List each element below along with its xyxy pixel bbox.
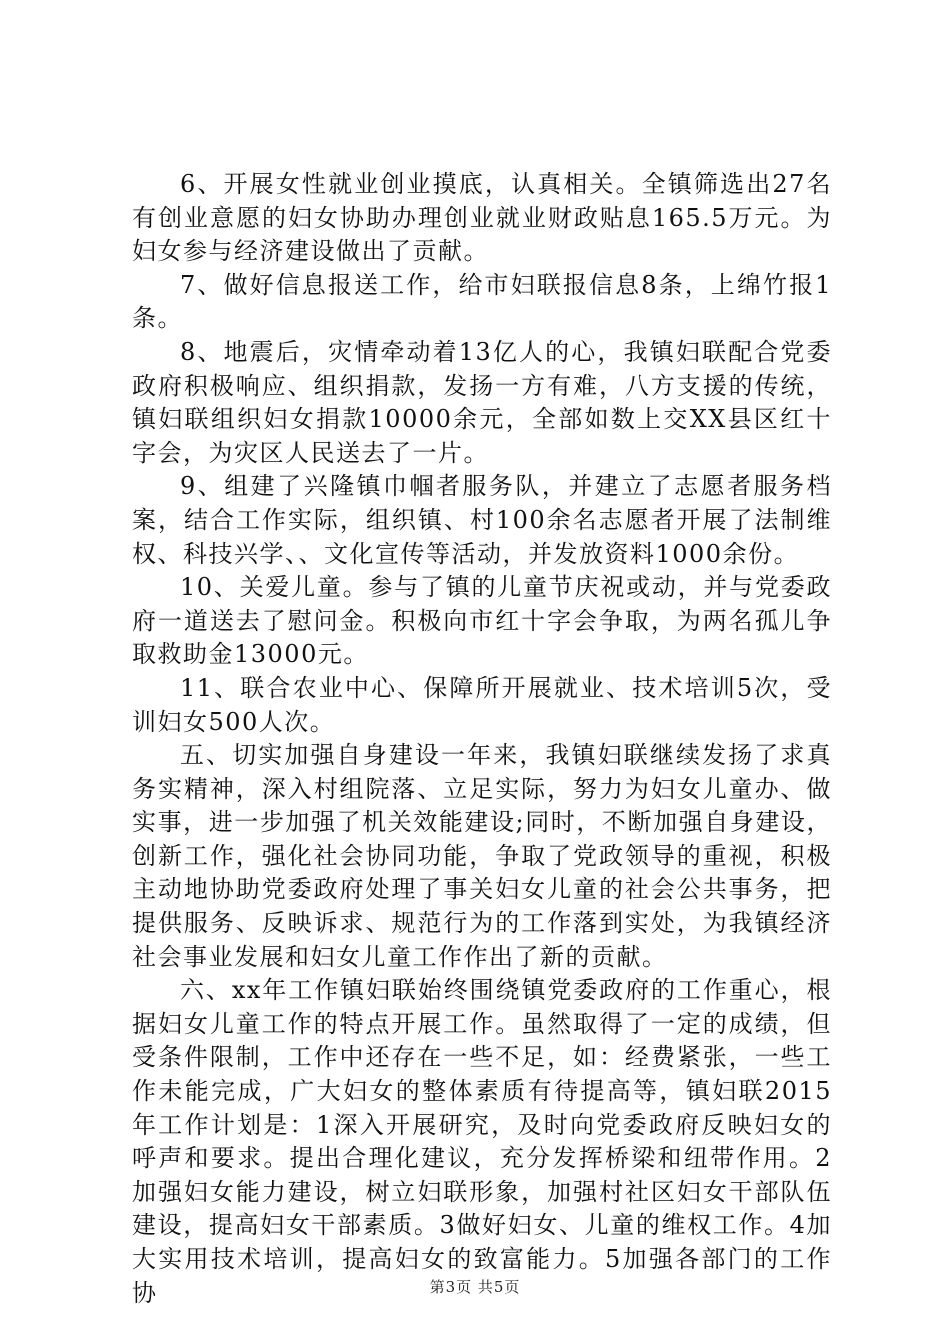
document-body: [132, 168, 832, 1310]
paragraph-item-7: 7、做好信息报送工作，给市妇联报信息8条，上绵竹报1条。: [132, 270, 832, 333]
paragraph-item-8: 8、地震后，灾情牵动着13亿人的心，我镇妇联配合党委政府积极响应、组织捐款，发扬一方有难，八方支援的传统，镇妇联组织妇女捐款10000余元，全部如数上交XX县区红十字会，为灾区人民送去了一片。: [132, 337, 832, 467]
paragraph-item-6: 6、开展女性就业创业摸底，认真相关。全镇筛选出27名有创业意愿的妇女协助办理创业就业财政贴息165.5万元。为妇女参与经济建设做出了贡献。: [132, 170, 832, 266]
paragraph-section-6: 六、xx年工作镇妇联始终围绕镇党委政府的工作重心，根据妇女儿童工作的特点开展工作。虽然取得了一定的成绩，但受条件限制，工作中还存在一些不足，如：经费紧张，一些工作未能完成，广大妇女的整体素质有待提高等，镇妇联2015年工作计划是：1深入开展研究，及时向党委政府反映妇女的呼声和要求。提出合理化建议，充分发挥桥梁和纽带作用。2加强妇女能力建设，树立妇联形象，加强村社区妇女干部队伍建设，提高妇女干部素质。3做好妇女、儿童的维权工作。4加大实用技术培训，提高妇女的致富能力。5加强各部门的工作协: [132, 976, 832, 1307]
paragraph-item-10: 10、关爱儿童。参与了镇的儿童节庆祝或动，并与党委政府一道送去了慰问金。积极向市红十字会争取，为两名孤儿争取救助金13000元。: [132, 573, 832, 669]
paragraph-section-5: 五、切实加强自身建设一年来，我镇妇联继续发扬了求真务实精神，深入村组院落、立足实际，努力为妇女儿童办、做实事，进一步加强了机关效能建设;同时，不断加强自身建设，创新工作，强化社会协同功能，争取了党政领导的重视，积极主动地协助党委政府处理了事关妇女儿童的社会公共事务，把提供服务、反映诉求、规范行为的工作落到实处，为我镇经济社会事业发展和妇女儿童工作作出了新的贡献。: [132, 741, 832, 971]
page-number: 第3页 共5页: [429, 1278, 521, 1296]
paragraph-item-11: 11、联合农业中心、保障所开展就业、技术培训5次，受训妇女500人次。: [132, 673, 832, 736]
paragraph-item-9: 9、组建了兴隆镇巾帼者服务队，并建立了志愿者服务档案，结合工作实际，组织镇、村100余名志愿者开展了法制维权、科技兴学、、文化宣传等活动，并发放资料1000余份。: [132, 472, 832, 568]
